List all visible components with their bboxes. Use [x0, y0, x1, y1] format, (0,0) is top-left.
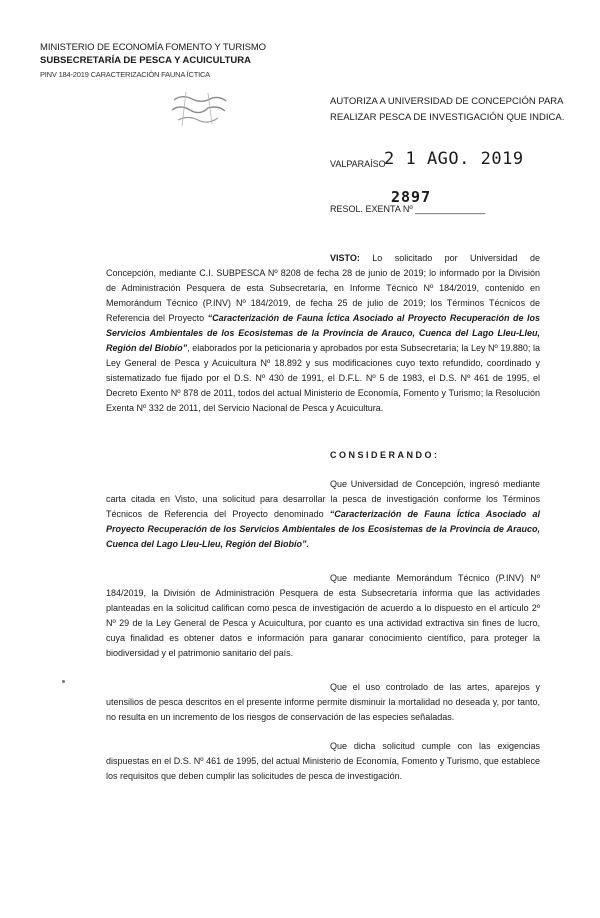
resolution-date-stamp: 2 1 AGO. 2019 [384, 149, 524, 169]
reference-code: PINV 184-2019 CARACTERIZACIÓN FAUNA ÍCTICA [40, 70, 210, 79]
resolution-subject [330, 94, 580, 126]
subject-line-2: REALIZAR PESCA DE INVESTIGACIÓN QUE INDICA. [330, 112, 565, 123]
visto-project-title: “Caracterización de Fauna Íctica Asociado al Proyecto Recuperación de los Servicios Ambientales de los Ecosistemas de la Provincia de Arauco, Cuenca del Lago Lleu-Lleu, Región del Biobío” [106, 313, 540, 353]
subsecretaria-name: SUBSECRETARÍA DE PESCA Y ACUICULTURA [40, 55, 251, 66]
considerando-paragraph-4 [106, 739, 540, 784]
subject-line-1: AUTORIZA A UNIVERSIDAD DE CONCEPCIÓN PARA [330, 96, 564, 107]
resolution-label: RESOL. EXENTA Nº [330, 204, 413, 214]
place-date [330, 149, 590, 173]
considerando-p4-text: Que dicha solicitud cumple con las exigencias dispuestas en el D.S. Nº 461 de 1995, del actual Ministerio de Economía, Fomento y Turismo, que establece los requisitos que deben cumplir las solicitudes de pesca de investigación. [106, 741, 540, 781]
considerando-p1-title: “Caracterización de Fauna Íctica Asociado al Proyecto Recuperación de los Servicios Ambientales de los Ecosistemas de la Provincia de Arauco, Cuenca del Lago Lleu-Lleu, Región del Biobío”. [106, 509, 541, 549]
resolution-blank: ______________ [415, 204, 486, 214]
place-label: VALPARAÍSO [330, 159, 386, 169]
visto-paragraph [106, 251, 540, 416]
office-stamp [168, 90, 230, 128]
letterhead [40, 42, 280, 79]
considerando-paragraph-2 [106, 571, 540, 661]
considerando-heading: CONSIDERANDO: [330, 450, 440, 460]
margin-speck [62, 680, 65, 683]
resolution-number: 2897 [391, 188, 432, 206]
visto-text-a: Lo solicitado por Universidad de Concepción, mediante C.I. SUBPESCA Nº 8208 de fecha 28 de junio de 2019; lo informado por la División de Administración Pesquera de esta Subsecretaría, en Informe Técnico Nº 184/2019, contenido en Memorándum Técnico (P.INV) Nº 184/2019, de fecha 25 de julio de 2019; los Términos Técnicos de Referencia del Proyecto [106, 253, 540, 323]
considerando-paragraph-3 [106, 680, 540, 725]
considerando-paragraph-1 [106, 477, 540, 552]
considerando-p1-text: Que Universidad de Concepción, ingresó mediante carta citada en Visto, una solicitud para desarrollar la pesca de investigación conforme los Términos Técnicos de Referencia del Proyecto denominado [106, 479, 540, 519]
considerando-p3-text: Que el uso controlado de las artes, aparejos y utensilios de pesca descritos en el presente informe permite disminuir la mortalidad no deseada y, por tanto, no resulta en un incremento de los riesgos de conservación de las especies señaladas. [106, 682, 540, 722]
considerando-p2-text: Que mediante Memorándum Técnico (P.INV) Nº 184/2019, la División de Administración Pesquera de esta Subsecretaría informa que las actividades planteadas en la solicitud califican como pesca de investigación de acuerdo a lo dispuesto en el artículo 2º Nº 29 de la Ley General de Pesca y Acuicultura, por cuanto es una actividad extractiva sin fines de lucro, cuya finalidad es obtener datos e información para ganarar conocimiento científico, para proteger la biodiversidad y el patrimonio sanitario del país. [106, 573, 540, 658]
resolution-label-line [330, 204, 485, 214]
visto-text-b: , elaborados por la peticionaria y aprobados por esta Subsecretaría; la Ley Nº 19.880; la Ley General de Pesca y Acuicultura Nº 18.892 y sus modificaciones cuyo texto refundido, coordinado y sistematizado fue fijado por el D.S. Nº 430 de 1991, el D.F.L. Nº 5 de 1983, el D.S. Nº 461 de 1995, el Decreto Exento Nº 878 de 2011, todos del actual Ministerio de Economía, Fomento y Turismo; la Resolución Exenta Nº 332 de 2011, del Servicio Nacional de Pesca y Acuicultura. [106, 343, 540, 413]
visto-label: VISTO: [330, 253, 360, 263]
ministry-name: MINISTERIO DE ECONOMÍA FOMENTO Y TURISMO [40, 42, 266, 53]
